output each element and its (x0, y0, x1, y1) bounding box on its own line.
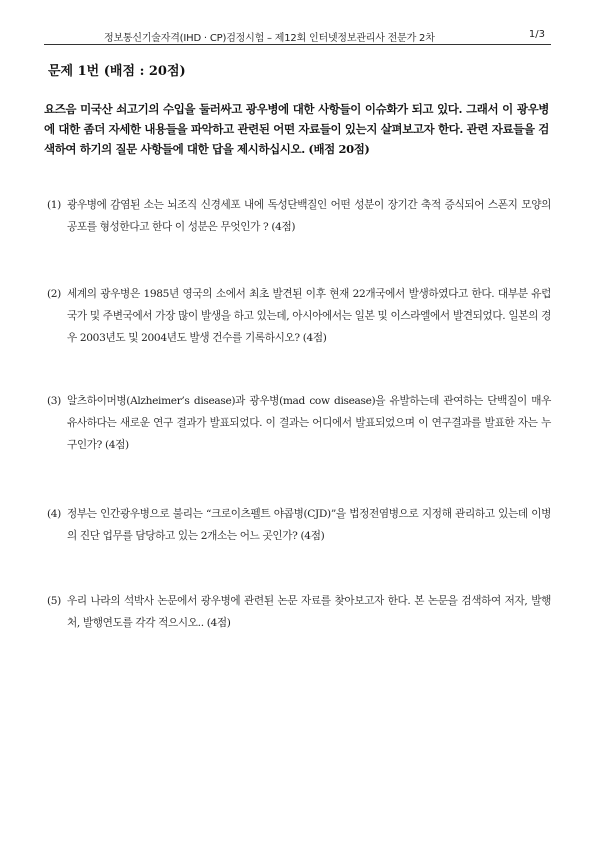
sub-question-number: (2) (47, 288, 61, 300)
sub-question-number: (1) (47, 199, 61, 211)
sub-question-text: 우리 나라의 석박사 논문에서 광우병에 관련된 논문 자료를 찾아보고자 한다. 본 논문을 검색하여 저자, 발행처, 발행연도를 각각 적으시오.. (4점) (67, 595, 551, 629)
sub-question-3 (47, 390, 551, 456)
sub-question-4 (47, 503, 551, 547)
sub-question-text: 알츠하이머병(Alzheimer’s disease)과 광우병(mad cow disease)을 유발하는데 관여하는 단백질이 매우 유사하다는 새로운 연구 결과가 발표되었다. 이 결과는 어디에서 발표되었으며 이 연구결과를 발표한 자는 누구인가? (4점) (67, 395, 551, 451)
sub-question-number: (5) (47, 595, 61, 607)
sub-question-5 (47, 590, 551, 634)
exam-header-title: 정보통신기술자격(IHD · CP)검정시험 – 제12회 인터넷정보관리사 전문가 2차 (104, 33, 435, 44)
sub-question-1 (47, 194, 551, 238)
sub-question-text: 광우병에 감염된 소는 뇌조직 신경세포 내에 독성단백질인 어떤 성분이 장기간 축적 증식되어 스폰지 모양의 공포를 형성한다고 한다 이 성분은 무엇인가 ? (4점) (67, 199, 551, 233)
sub-question-2 (47, 283, 551, 349)
question-intro: 요즈음 미국산 쇠고기의 수입을 둘러싸고 광우병에 대한 사항들이 이슈화가 되고 있다. 그래서 이 광우병에 대한 좀더 자세한 내용들을 파악하고 관련된 어떤 자료들이 있는지 살펴보고자 한다. 관련 자료들을 검색하여 하기의 질문 사항들에 대한 답을 제시하십시오. (배점 20점) (44, 102, 549, 156)
sub-question-number: (4) (47, 508, 61, 520)
page-number: 1/3 (528, 29, 545, 40)
question-title: 문제 1번 (배점 : 20점) (48, 64, 186, 79)
header-divider (44, 44, 551, 45)
page-header (44, 26, 551, 44)
sub-question-text: 세계의 광우병은 1985년 영국의 소에서 최초 발견된 이후 현재 22개국에서 발생하였다고 한다. 대부분 유럽국가 및 주변국에서 가장 많이 발생을 하고 있는데, 아시아에서는 일본 및 이스라엘에서 발견되었다. 일본의 경우 2003년도 및 2004년도 발생 건수를 기록하시오? (4점) (67, 288, 551, 344)
sub-question-text: 정부는 인간광우병으로 불리는 “크로이츠펠트 야콥병(CJD)”을 법정전염병으로 지정해 관리하고 있는데 이병의 진단 업무를 담당하고 있는 2개소는 어느 곳인가? (4점) (67, 508, 551, 542)
sub-question-number: (3) (47, 395, 61, 407)
